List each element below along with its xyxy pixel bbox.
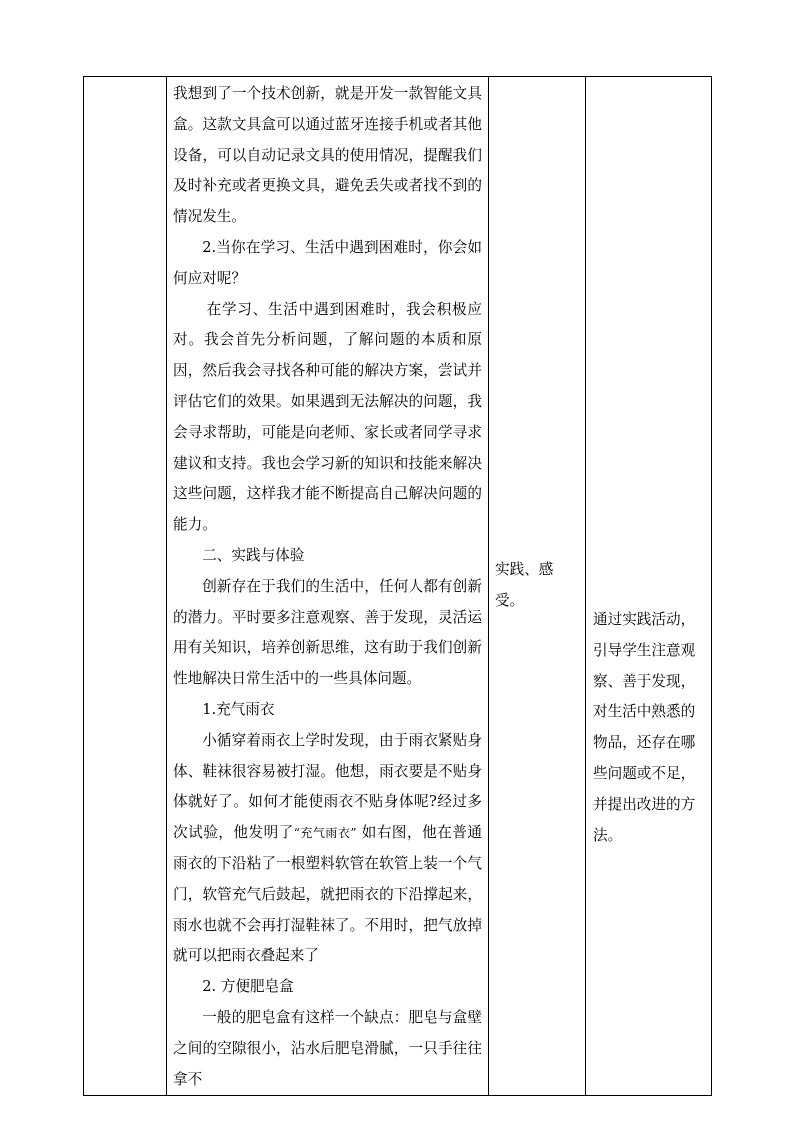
lesson-plan-table xyxy=(83,76,712,1096)
raincoat-text-b: 如右图，他在普通雨衣的下沿粘了一根塑料软管在软管上装一个气门，软管充气后鼓起，就把雨衣的下沿撑起来，雨水也就不会再打湿鞋袜了。不用时，把气放掉就可以把雨衣叠起来了 xyxy=(173,824,482,965)
teaching-content xyxy=(167,77,488,1095)
design-intent-cell xyxy=(586,77,712,1096)
raincoat-quote: “充气雨衣” xyxy=(293,826,357,841)
item-title-inflatable-raincoat: 1.充气雨衣 xyxy=(202,700,275,718)
paragraph-innovation-answer: 我想到了一个技术创新，就是开发一款智能文具盒。这款文具盒可以通过蓝牙连接手机或者其他设备，可以自动记录文具的使用情况，提醒我们及时补充或者更换文具，避免丢失或者找不到的情况发生。 xyxy=(173,85,482,226)
table-row xyxy=(84,77,712,1096)
paragraph-inflatable-raincoat xyxy=(173,726,482,972)
student-activity-text: 实践、感受。 xyxy=(495,561,554,610)
item-title-soap-box: 2. 方便肥皂盒 xyxy=(202,978,294,996)
paragraph-innovation-potential: 创新存在于我们的生活中，任何人都有创新的潜力。平时要多注意观察、善于发现，灵活运用有关知识，培养创新思维，这有助于我们创新性地解决日常生活中的一些具体问题。 xyxy=(173,577,482,688)
teaching-content-cell xyxy=(167,77,489,1096)
paragraph-difficulty-answer: 在学习、生活中遇到困难时，我会积极应对。我会首先分析问题，了解问题的本质和原因，然后我会寻找各种可能的解决方案，尝试并评估它们的效果。如果遇到无法解决的问题，我会寻求帮助，可能是向老师、家长或者同学寻求建议和支持。我也会学习新的知识和技能来解决这些问题，这样我才能不断提高自己解决问题的能力。 xyxy=(173,300,482,534)
section-label-cell xyxy=(84,77,167,1096)
raincoat-text-a: 小循穿着雨衣上学时发现，由于雨衣紧贴身体、鞋袜很容易被打湿。他想，雨衣要是不贴身体就好了。如何才能使雨衣不贴身体呢?经过多次试验，他发明了 xyxy=(173,731,482,842)
design-intent-text: 通过实践活动，引导学生注意观察、善于发现，对生活中熟悉的物品，还存在哪些问题或不足，并提出改进的方法。 xyxy=(593,611,696,844)
question-2: 2.当你在学习、生活中遇到困难时，你会如何应对呢？ xyxy=(173,238,482,287)
section-heading-practice: 二、实践与体验 xyxy=(202,546,305,564)
student-activity-cell xyxy=(489,77,586,1096)
paragraph-soap-box: 一般的肥皂盒有这样一个缺点：肥皂与盒壁之间的空隙很小，沾水后肥皂滑腻，一只手往往拿不 xyxy=(173,1008,482,1088)
